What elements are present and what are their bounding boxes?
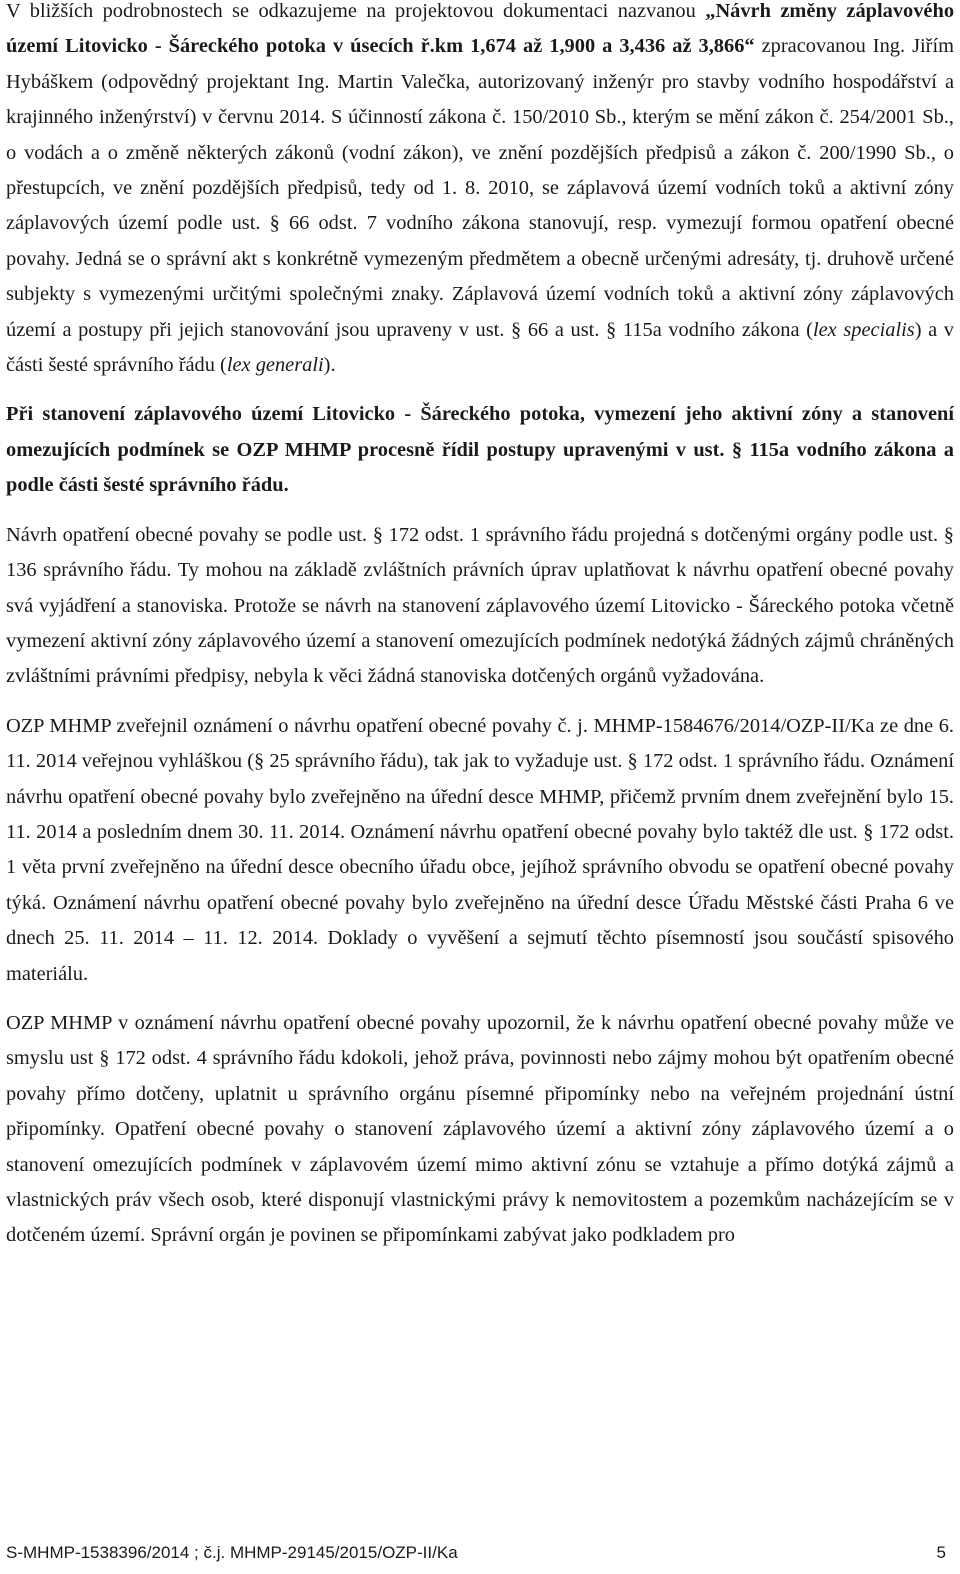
- text-run: OZP MHMP zveřejnil oznámení o návrhu opatření obecné povahy č. j. MHMP-1584676/2014/OZP-II/Ka ze dne 6. 11. 2014 veřejnou vyhláškou (§ 25 správního řádu), tak jak to vyžaduje ust. § 172 odst. 1 správního řádu. Oznámení návrhu opatření obecné povahy bylo zveřejněno na úřední desce MHMP, přičemž prvním dnem zveřejnění bylo 15. 11. 2014 a posledním dnem 30. 11. 2014. Oznámení návrhu opatření obecné povahy bylo taktéž dle ust. § 172 odst. 1 věta první zveřejněno na úřední desce obecního úřadu obce, jejíhož správního obvodu se opatření obecné povahy týká. Oznámení návrhu opatření obecné povahy bylo zveřejněno na úřední desce Úřadu Městské části Praha 6 ve dnech 25. 11. 2014 – 11. 12. 2014. Doklady o vyvěšení a sejmutí těchto písemností jsou součástí spisového materiálu.: [6, 714, 954, 985]
- lex-generali-term: lex generali: [226, 354, 324, 377]
- lex-specialis-term: lex specialis: [812, 318, 915, 341]
- paragraph-affected-authorities: [6, 518, 954, 695]
- paragraph-public-notice: [6, 709, 954, 992]
- text-run: OZP MHMP v oznámení návrhu opatření obecné povahy upozornil, že k návrhu opatření obecné povahy může ve smyslu ust § 172 odst. 4 správního řádu kdokoli, jehož práva, povinnosti nebo zájmy mohou být opatřením obecné povahy přímo dotčeny, uplatnit u správního orgánu písemné připomínky nebo na veřejném projednání ústní připomínky. Opatření obecné povahy o stanovení záplavového území a aktivní zóny záplavového území a o stanovení omezujících podmínek v záplavovém území mimo aktivní zónu se vztahuje a přímo dotýká zájmů a vlastnických práv všech osob, které disponují vlastnickými právy k nemovitostem a pozemkům nacházejícím se v dotčeném území. Správní orgán je povinen se připomínkami zabývat jako podkladem pro: [6, 1011, 954, 1247]
- text-run: ) a v části šesté správního řádu (: [6, 318, 954, 377]
- paragraph-project-documentation: [6, 0, 954, 383]
- paragraph-comments: [6, 1006, 954, 1254]
- footer-reference: S-MHMP-1538396/2014 ; č.j. MHMP-29145/2015/OZP-II/Ka: [6, 1543, 458, 1562]
- text-run: Návrh opatření obecné povahy se podle ust. § 172 odst. 1 správního řádu projedná s dotčenými orgány podle ust. § 136 správního řádu. Ty mohou na základě zvláštních právních úprav uplatňovat k návrhu opatření obecné povahy svá vyjádření a stanoviska. Protože se návrh na stanovení záplavového území Litovicko - Šáreckého potoka včetně vymezení aktivní zóny záplavového území a stanovení omezujících podmínek nedotýká žádných zájmů chráněných zvláštními právními předpisy, nebyla k věci žádná stanoviska dotčených orgánů vyžadována.: [6, 523, 954, 688]
- text-run: V bližších podrobnostech se odkazujeme na projektovou dokumentaci nazvanou: [6, 0, 706, 22]
- text-run: ).: [323, 354, 336, 377]
- paragraph-procedure-summary: [6, 397, 954, 503]
- document-page: [6, 0, 954, 1254]
- text-run: zpracovanou Ing. Jiřím Hybáškem (odpovědný projektant Ing. Martin Valečka, autorizovaný inženýr pro stavby vodního hospodářství a krajinného inženýrství) v červnu 2014. S účinností zákona č. 150/2010 Sb., kterým se mění zákon č. 254/2001 Sb., o vodách a o změně některých zákonů (vodní zákon), ve znění pozdějších předpisů a zákon č. 200/1990 Sb., o přestupcích, ve znění pozdějších předpisů, tedy od 1. 8. 2010, se záplavová území vodních toků a aktivní zóny záplavových území podle ust. § 66 odst. 7 vodního zákona stanovují, resp. vymezují formou opatření obecné povahy. Jedná se o správní akt s konkrétně vymezeným předmětem a obecně určenými adresáty, tj. druhově určené subjekty s vymezenými určitými společnými znaky. Záplavová území vodních toků a aktivní zóny záplavových území a postupy při jejich stanovování jsou upraveny v ust. § 66 a ust. § 115a vodního zákona (: [6, 35, 954, 341]
- text-run: Při stanovení záplavového území Litovicko - Šáreckého potoka, vymezení jeho aktivní zóny a stanovení omezujících podmínek se OZP MHMP procesně řídil postupy upravenými v ust. § 115a vodního zákona a podle části šesté správního řádu.: [6, 403, 954, 497]
- page-footer: [6, 1541, 946, 1565]
- project-title: „Návrh změny záplavového území Litovicko - Šáreckého potoka v úsecích ř.km 1,674 až 1,900 a 3,436 až 3,866“: [6, 0, 955, 58]
- page-number: 5: [936, 1543, 946, 1562]
